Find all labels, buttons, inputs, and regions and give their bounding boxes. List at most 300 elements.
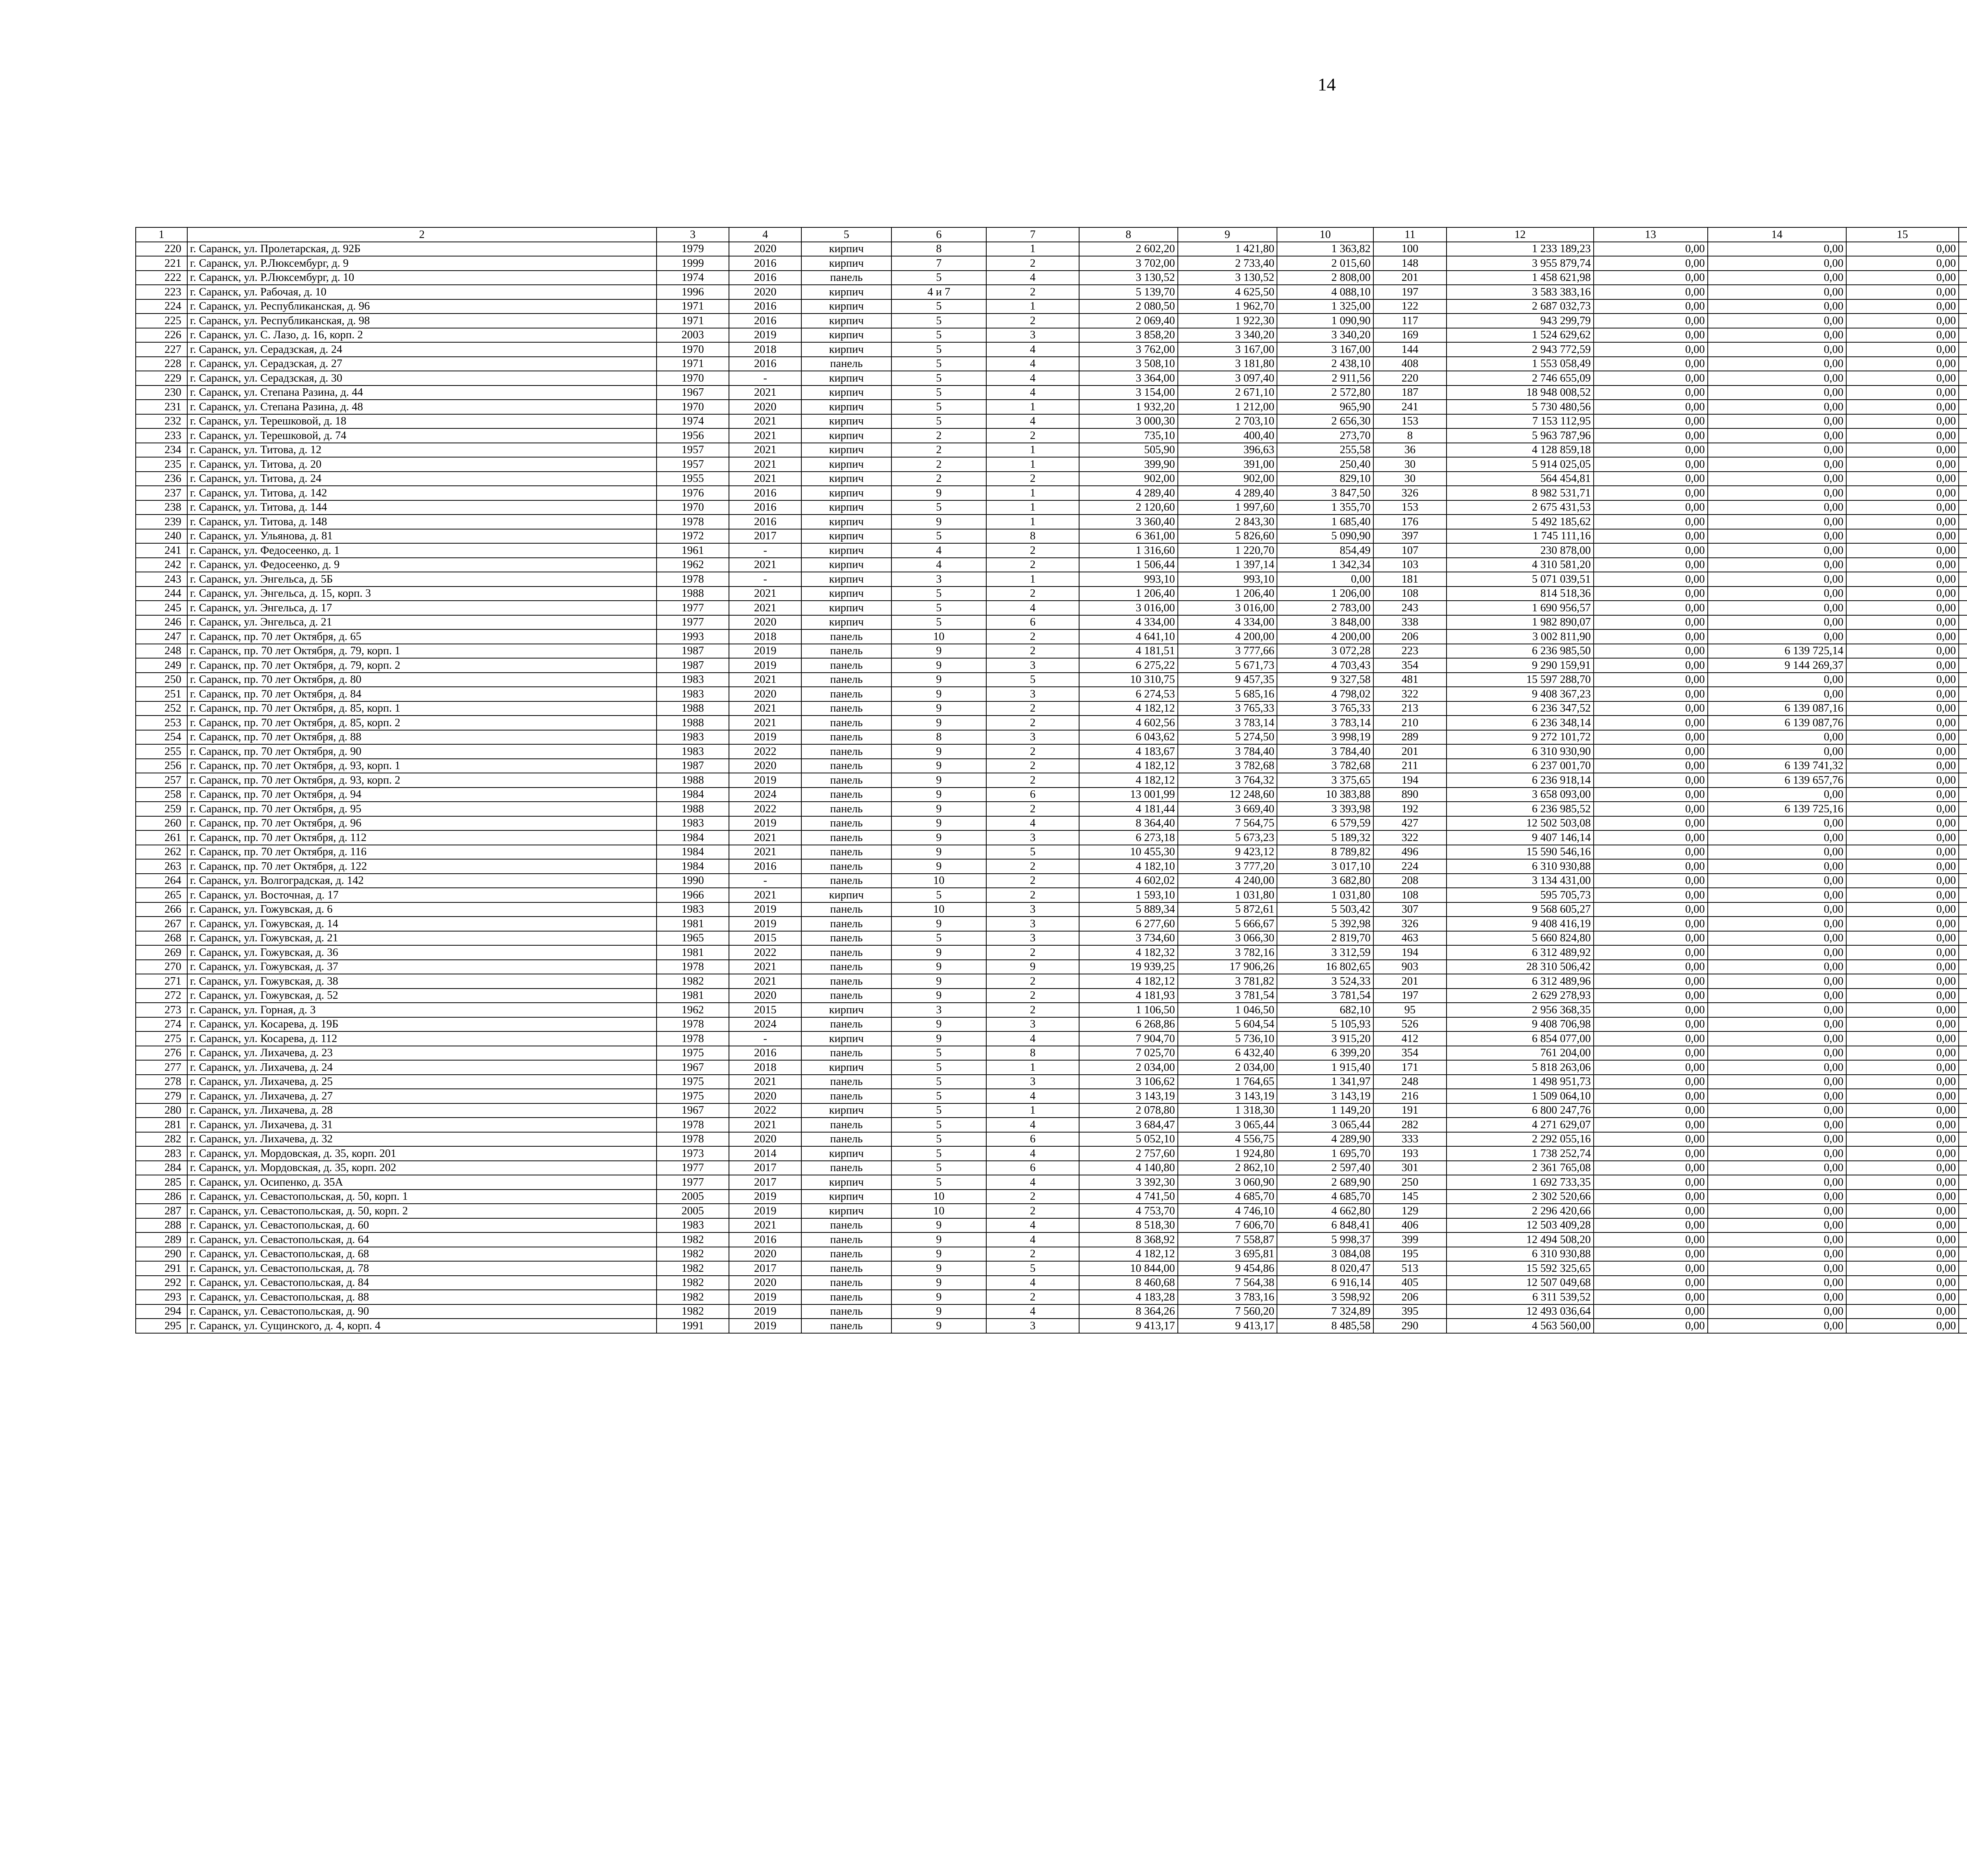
address-cell: г. Саранск, ул. Осипенко, д. 35А <box>187 1175 657 1190</box>
table-cell: 902,00 <box>1079 472 1178 486</box>
table-cell: 0,00 <box>1594 1003 1708 1017</box>
table-cell: 1955 <box>657 472 729 486</box>
table-cell: 3 143,19 <box>1277 1089 1373 1103</box>
table-cell: 1988 <box>657 701 729 716</box>
table-cell: 5 <box>891 357 987 371</box>
table-row <box>136 1060 1967 1075</box>
row-number-cell: 286 <box>136 1190 187 1204</box>
table-cell: 4 183,28 <box>1079 1290 1178 1304</box>
table-cell: 1 <box>986 242 1079 256</box>
table-cell: 4 <box>986 414 1079 429</box>
column-number-cell: 15 <box>1846 227 1959 242</box>
table-cell <box>1959 558 1967 572</box>
table-cell: 7 564,38 <box>1178 1276 1277 1290</box>
table-cell: 1956 <box>657 428 729 443</box>
table-cell: 0,00 <box>1594 673 1708 687</box>
table-cell: 0,00 <box>1594 558 1708 572</box>
table-cell: 3 312,59 <box>1277 945 1373 960</box>
table-cell: 513 <box>1373 1261 1447 1276</box>
table-cell: 5 492 185,62 <box>1447 515 1593 529</box>
table-cell: 354 <box>1373 1046 1447 1061</box>
table-cell: 814 518,36 <box>1447 587 1593 601</box>
table-cell: панель <box>801 1304 891 1319</box>
table-cell: 1982 <box>657 1232 729 1247</box>
table-cell: 1996 <box>657 285 729 299</box>
table-cell: 6 274,53 <box>1079 687 1178 701</box>
table-cell: 9 <box>891 802 987 816</box>
table-cell: 6 399,20 <box>1277 1046 1373 1061</box>
table-cell: 391,00 <box>1178 457 1277 472</box>
table-cell: 338 <box>1373 615 1447 630</box>
table-cell: кирпич <box>801 457 891 472</box>
table-cell: 9 <box>891 1290 987 1304</box>
table-cell <box>1959 1319 1967 1333</box>
table-cell: 36 <box>1373 443 1447 457</box>
table-cell: 6 <box>986 1161 1079 1175</box>
table-cell: 1 <box>986 457 1079 472</box>
column-number-cell: 5 <box>801 227 891 242</box>
table-cell: 2 597,40 <box>1277 1161 1373 1175</box>
table-cell: 3 781,82 <box>1178 974 1277 989</box>
table-cell: 3 781,54 <box>1178 989 1277 1003</box>
row-number-cell: 246 <box>136 615 187 630</box>
table-cell: 4 <box>986 1175 1079 1190</box>
row-number-cell: 275 <box>136 1031 187 1046</box>
row-number-cell: 258 <box>136 788 187 802</box>
table-cell: кирпич <box>801 486 891 500</box>
table-cell: 2 862,10 <box>1178 1161 1277 1175</box>
table-row <box>136 486 1967 500</box>
table-cell: 0,00 <box>1594 587 1708 601</box>
table-row <box>136 572 1967 587</box>
table-cell: 326 <box>1373 917 1447 931</box>
table-cell: 0,00 <box>1594 428 1708 443</box>
table-cell: 9 <box>891 1232 987 1247</box>
table-cell: 7 904,70 <box>1079 1031 1178 1046</box>
table-row <box>136 342 1967 357</box>
table-cell: 0,00 <box>1846 515 1959 529</box>
table-cell: 0,00 <box>1708 1003 1846 1017</box>
address-cell: г. Саранск, ул. Титова, д. 24 <box>187 472 657 486</box>
table-cell: 1 206,40 <box>1178 587 1277 601</box>
table-cell: 4 741,50 <box>1079 1190 1178 1204</box>
table-cell: 2021 <box>729 414 801 429</box>
table-cell: 0,00 <box>1594 1132 1708 1147</box>
table-cell: 2 <box>986 888 1079 902</box>
table-cell: 4 <box>891 558 987 572</box>
table-cell: 9 290 159,91 <box>1447 658 1593 673</box>
table-cell: 0,00 <box>1708 917 1846 931</box>
table-cell: 6 579,59 <box>1277 816 1373 831</box>
table-cell: 2 629 278,93 <box>1447 989 1593 1003</box>
table-cell: 1 397,14 <box>1178 558 1277 572</box>
table-cell: панель <box>801 874 891 888</box>
address-cell: г. Саранск, пр. 70 лет Октября, д. 84 <box>187 687 657 701</box>
table-cell: 5 <box>891 1089 987 1103</box>
address-cell: г. Саранск, пр. 70 лет Октября, д. 79, корп. 2 <box>187 658 657 673</box>
table-cell: 10 <box>891 874 987 888</box>
table-cell: 2 <box>986 1190 1079 1204</box>
table-cell: 1 233 189,23 <box>1447 242 1593 256</box>
table-cell: 0,00 <box>1846 414 1959 429</box>
table-cell: 0,00 <box>1708 328 1846 343</box>
table-cell: 2014 <box>729 1146 801 1161</box>
row-number-cell: 281 <box>136 1118 187 1132</box>
table-row <box>136 644 1967 659</box>
table-cell: кирпич <box>801 299 891 314</box>
table-cell: 965,90 <box>1277 400 1373 414</box>
table-row <box>136 428 1967 443</box>
address-cell: г. Саранск, ул. Лихачева, д. 24 <box>187 1060 657 1075</box>
table-cell: 3 682,80 <box>1277 874 1373 888</box>
table-cell: 0,00 <box>1594 314 1708 328</box>
table-cell: 0,00 <box>1708 472 1846 486</box>
address-cell: г. Саранск, ул. Лихачева, д. 28 <box>187 1103 657 1118</box>
table-cell: 9 <box>891 716 987 730</box>
table-row <box>136 1089 1967 1103</box>
table-cell: 2019 <box>729 816 801 831</box>
table-cell: 396,63 <box>1178 443 1277 457</box>
table-cell: 0,00 <box>1594 1261 1708 1276</box>
table-cell: панель <box>801 658 891 673</box>
table-row <box>136 1175 1967 1190</box>
column-number-cell: 8 <box>1079 227 1178 242</box>
table-cell: 6 848,41 <box>1277 1218 1373 1233</box>
table-cell <box>1959 629 1967 644</box>
table-cell: 3 695,81 <box>1178 1247 1277 1262</box>
table-cell: 1 031,80 <box>1178 888 1277 902</box>
table-cell <box>1959 773 1967 788</box>
table-cell <box>1959 543 1967 558</box>
table-cell <box>1959 256 1967 271</box>
table-cell: 1982 <box>657 1261 729 1276</box>
table-cell: 8 020,47 <box>1277 1261 1373 1276</box>
table-cell: 2019 <box>729 902 801 917</box>
table-cell: 2021 <box>729 888 801 902</box>
table-cell: 2021 <box>729 845 801 860</box>
table-cell: 1 206,40 <box>1079 587 1178 601</box>
table-cell: 3 658 093,00 <box>1447 788 1593 802</box>
table-cell: 1988 <box>657 587 729 601</box>
table-cell <box>1959 1290 1967 1304</box>
table-cell: 397 <box>1373 529 1447 544</box>
table-cell: 0,00 <box>1708 629 1846 644</box>
table-cell: 4 289,40 <box>1178 486 1277 500</box>
table-cell: 6 043,62 <box>1079 730 1178 745</box>
table-cell: 201 <box>1373 271 1447 285</box>
table-cell: 3 002 811,90 <box>1447 629 1593 644</box>
table-cell: 2 687 032,73 <box>1447 299 1593 314</box>
table-cell: 1 031,80 <box>1277 888 1373 902</box>
table-cell: 5 <box>891 1161 987 1175</box>
table-cell: 0,00 <box>1708 1175 1846 1190</box>
table-cell: 176 <box>1373 515 1447 529</box>
table-row <box>136 974 1967 989</box>
table-cell: 0,00 <box>1846 1161 1959 1175</box>
table-cell <box>1959 371 1967 386</box>
address-cell: г. Саранск, пр. 70 лет Октября, д. 79, корп. 1 <box>187 644 657 659</box>
table-cell: 0,00 <box>1594 543 1708 558</box>
table-cell: 1982 <box>657 1276 729 1290</box>
table-cell: 2 <box>986 974 1079 989</box>
table-cell: 0,00 <box>1594 960 1708 974</box>
table-cell: 4 200,00 <box>1178 629 1277 644</box>
table-cell: 0,00 <box>1708 1276 1846 1290</box>
table-cell: 0,00 <box>1846 601 1959 615</box>
table-row <box>136 1304 1967 1319</box>
table-cell: 0,00 <box>1594 1319 1708 1333</box>
table-cell <box>1959 1190 1967 1204</box>
table-cell: 4 <box>986 386 1079 400</box>
table-cell: 5 <box>891 601 987 615</box>
table-cell: 0,00 <box>1846 816 1959 831</box>
table-cell: 2016 <box>729 271 801 285</box>
table-cell: 3 781,54 <box>1277 989 1373 1003</box>
address-cell: г. Саранск, ул. Ульянова, д. 81 <box>187 529 657 544</box>
table-cell: 6 273,18 <box>1079 830 1178 845</box>
table-cell: 4 798,02 <box>1277 687 1373 701</box>
table-cell <box>1959 1003 1967 1017</box>
table-row <box>136 859 1967 874</box>
table-cell: 7 025,70 <box>1079 1046 1178 1061</box>
table-cell: 3 782,68 <box>1277 759 1373 773</box>
column-number-cell: 4 <box>729 227 801 242</box>
table-cell <box>1959 1118 1967 1132</box>
table-cell <box>1959 271 1967 285</box>
table-row <box>136 658 1967 673</box>
table-cell: 0,00 <box>1846 500 1959 515</box>
table-cell: 2 015,60 <box>1277 256 1373 271</box>
table-cell: 108 <box>1373 888 1447 902</box>
table-cell <box>1959 687 1967 701</box>
table-cell: 2020 <box>729 687 801 701</box>
table-cell: 4 182,12 <box>1079 759 1178 773</box>
table-cell: 1983 <box>657 730 729 745</box>
table-cell <box>1959 716 1967 730</box>
row-number-cell: 224 <box>136 299 187 314</box>
table-cell: 0,00 <box>1594 615 1708 630</box>
table-cell: панель <box>801 974 891 989</box>
table-cell: 2 703,10 <box>1178 414 1277 429</box>
table-cell: 4 <box>986 357 1079 371</box>
column-number-cell: 2 <box>187 227 657 242</box>
table-cell: 1957 <box>657 457 729 472</box>
table-cell: 0,00 <box>1594 1089 1708 1103</box>
table-cell: 0,00 <box>1846 1204 1959 1218</box>
table-cell: 193 <box>1373 1146 1447 1161</box>
table-cell: 0,00 <box>1594 1204 1708 1218</box>
table-cell: 2 757,60 <box>1079 1146 1178 1161</box>
table-cell: 0,00 <box>1708 888 1846 902</box>
table-row <box>136 874 1967 888</box>
address-cell: г. Саранск, пр. 70 лет Октября, д. 90 <box>187 744 657 759</box>
table-cell: 2019 <box>729 773 801 788</box>
table-cell: 890 <box>1373 788 1447 802</box>
table-cell: 2021 <box>729 960 801 974</box>
table-cell: 5 105,93 <box>1277 1017 1373 1032</box>
table-cell: 3 524,33 <box>1277 974 1373 989</box>
table-cell: 192 <box>1373 802 1447 816</box>
table-cell <box>1959 759 1967 773</box>
row-number-cell: 242 <box>136 558 187 572</box>
table-cell: 5 963 787,96 <box>1447 428 1593 443</box>
table-row <box>136 1146 1967 1161</box>
table-cell <box>1959 587 1967 601</box>
table-cell <box>1959 931 1967 946</box>
table-cell: 2018 <box>729 1060 801 1075</box>
row-number-cell: 294 <box>136 1304 187 1319</box>
table-cell: 3 130,52 <box>1079 271 1178 285</box>
table-cell: 2021 <box>729 974 801 989</box>
table-cell: 4 <box>986 342 1079 357</box>
table-cell: 4 289,90 <box>1277 1132 1373 1147</box>
table-cell: 1978 <box>657 1031 729 1046</box>
address-cell: г. Саранск, ул. Серадзская, д. 30 <box>187 371 657 386</box>
table-cell: кирпич <box>801 256 891 271</box>
address-cell: г. Саранск, ул. Севастопольская, д. 78 <box>187 1261 657 1276</box>
table-cell: 250,40 <box>1277 457 1373 472</box>
table-cell: 0,00 <box>1594 730 1708 745</box>
row-number-cell: 255 <box>136 744 187 759</box>
table-cell: панель <box>801 1118 891 1132</box>
table-cell: 9 457,35 <box>1178 673 1277 687</box>
table-cell: 993,10 <box>1079 572 1178 587</box>
table-cell: кирпич <box>801 328 891 343</box>
table-row <box>136 629 1967 644</box>
address-cell: г. Саранск, ул. Титова, д. 148 <box>187 515 657 529</box>
table-cell: 1967 <box>657 1103 729 1118</box>
table-row <box>136 601 1967 615</box>
address-cell: г. Саранск, ул. Титова, д. 12 <box>187 443 657 457</box>
table-cell: 9 <box>891 816 987 831</box>
table-cell: 4 <box>891 543 987 558</box>
table-cell: 6 139 741,32 <box>1708 759 1846 773</box>
table-cell: 0,00 <box>1846 974 1959 989</box>
table-cell: 0,00 <box>1708 1075 1846 1089</box>
table-row <box>136 1319 1967 1333</box>
table-cell: 0,00 <box>1708 271 1846 285</box>
table-cell: 3 784,40 <box>1277 744 1373 759</box>
table-cell: 2 <box>891 443 987 457</box>
table-cell: 0,00 <box>1846 357 1959 371</box>
table-cell: 1983 <box>657 1218 729 1233</box>
table-cell: 2 078,80 <box>1079 1103 1178 1118</box>
table-cell: 5 <box>891 615 987 630</box>
row-number-cell: 292 <box>136 1276 187 1290</box>
table-cell: 5 <box>986 673 1079 687</box>
table-cell: 3 777,20 <box>1178 859 1277 874</box>
table-cell: 2021 <box>729 601 801 615</box>
column-number-cell: 3 <box>657 227 729 242</box>
row-number-cell: 263 <box>136 859 187 874</box>
table-cell: 0,00 <box>1277 572 1373 587</box>
table-cell: 0,00 <box>1708 945 1846 960</box>
table-cell: 2022 <box>729 744 801 759</box>
table-cell: 0,00 <box>1594 687 1708 701</box>
address-cell: г. Саранск, ул. Р.Люксембург, д. 9 <box>187 256 657 271</box>
address-cell: г. Саранск, ул. Гожувская, д. 37 <box>187 960 657 974</box>
table-cell: кирпич <box>801 1060 891 1075</box>
table-cell: 1978 <box>657 515 729 529</box>
table-cell: панель <box>801 357 891 371</box>
table-cell: 2 069,40 <box>1079 314 1178 328</box>
table-cell: 4 088,10 <box>1277 285 1373 299</box>
table-cell: 122 <box>1373 299 1447 314</box>
table-cell: 2022 <box>729 802 801 816</box>
table-cell: 1 738 252,74 <box>1447 1146 1593 1161</box>
table-cell: 10 844,00 <box>1079 1261 1178 1276</box>
table-cell: кирпич <box>801 572 891 587</box>
table-cell: 2020 <box>729 1132 801 1147</box>
table-cell: 0,00 <box>1594 931 1708 946</box>
table-cell: 6 275,22 <box>1079 658 1178 673</box>
table-cell: 1 764,65 <box>1178 1075 1277 1089</box>
table-cell: 2 <box>986 256 1079 271</box>
table-cell: 2 <box>986 701 1079 716</box>
table-cell: 1 932,20 <box>1079 400 1178 414</box>
table-cell: 6 139 725,16 <box>1708 802 1846 816</box>
table-cell: 0,00 <box>1708 1290 1846 1304</box>
address-cell: г. Саранск, ул. Титова, д. 144 <box>187 500 657 515</box>
table-cell: 1983 <box>657 687 729 701</box>
table-cell: 0,00 <box>1846 874 1959 888</box>
table-cell: 1 924,80 <box>1178 1146 1277 1161</box>
address-cell: г. Саранск, ул. Серадзская, д. 24 <box>187 342 657 357</box>
table-cell: панель <box>801 931 891 946</box>
row-number-cell: 254 <box>136 730 187 745</box>
table-cell: 0,00 <box>1594 701 1708 716</box>
table-cell: 3 782,68 <box>1178 759 1277 773</box>
table-cell: 194 <box>1373 773 1447 788</box>
table-cell: 3 340,20 <box>1178 328 1277 343</box>
table-row <box>136 558 1967 572</box>
table-cell: 2 <box>986 773 1079 788</box>
table-cell: 0,00 <box>1846 299 1959 314</box>
table-cell: 5 998,37 <box>1277 1232 1373 1247</box>
table-cell: 0,00 <box>1708 1118 1846 1132</box>
table-cell <box>1959 443 1967 457</box>
table-cell: 0,00 <box>1594 256 1708 271</box>
table-cell: панель <box>801 902 891 917</box>
table-cell: 0,00 <box>1708 845 1846 860</box>
table-cell: 5 666,67 <box>1178 917 1277 931</box>
row-number-cell: 223 <box>136 285 187 299</box>
table-cell: 6 432,40 <box>1178 1046 1277 1061</box>
table-cell: 9 <box>891 788 987 802</box>
table-cell: 1 <box>986 572 1079 587</box>
table-cell: 6 139 725,14 <box>1708 644 1846 659</box>
row-number-cell: 260 <box>136 816 187 831</box>
address-cell: г. Саранск, ул. Р.Люксембург, д. 10 <box>187 271 657 285</box>
table-cell: 0,00 <box>1846 989 1959 1003</box>
row-number-cell: 233 <box>136 428 187 443</box>
table-cell: 4 310 581,20 <box>1447 558 1593 572</box>
table-row <box>136 989 1967 1003</box>
table-cell: 1978 <box>657 960 729 974</box>
table-cell: 3 684,47 <box>1079 1118 1178 1132</box>
table-row <box>136 314 1967 328</box>
table-cell: 354 <box>1373 658 1447 673</box>
table-cell: 10 <box>891 1204 987 1218</box>
table-cell: 0,00 <box>1594 1161 1708 1175</box>
table-cell: 0,00 <box>1594 1304 1708 1319</box>
table-cell: 2 361 765,08 <box>1447 1161 1593 1175</box>
table-cell: 0,00 <box>1594 989 1708 1003</box>
table-cell: 6 311 539,52 <box>1447 1290 1593 1304</box>
table-cell: кирпич <box>801 515 891 529</box>
table-cell: панель <box>801 1017 891 1032</box>
table-cell: 3 364,00 <box>1079 371 1178 386</box>
